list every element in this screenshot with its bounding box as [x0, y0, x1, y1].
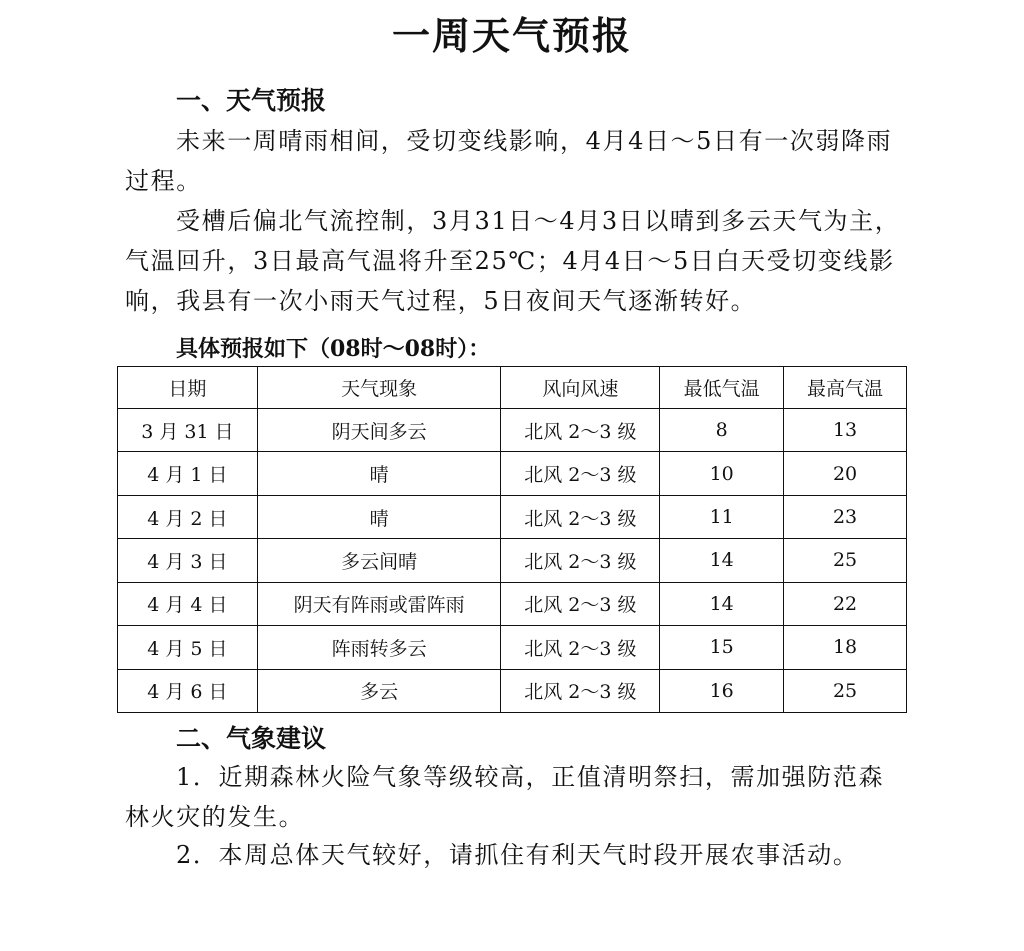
forecast-detail-paragraph: 受槽后偏北气流控制，3月31日～4月3日以晴到多云天气为主，气温回升，3日最高气温将升至25℃；4月4日～5日白天受切变线影响，我县有一次小雨天气过程，5日夜间天气逐渐转好。	[125, 207, 901, 315]
cell-date: 4 月 6 日	[118, 669, 258, 712]
cell-date: 3 月 31 日	[118, 409, 258, 452]
cell-wind: 北风 2～3 级	[501, 539, 660, 582]
cell-max-temp: 20	[784, 452, 907, 495]
table-row	[118, 452, 907, 495]
cell-max-temp: 18	[784, 626, 907, 669]
cell-weather: 晴	[257, 452, 501, 495]
cell-weather: 多云间晴	[257, 539, 501, 582]
cell-wind: 北风 2～3 级	[501, 495, 660, 538]
cell-date: 4 月 1 日	[118, 452, 258, 495]
table-row	[118, 495, 907, 538]
cell-wind: 北风 2～3 级	[501, 409, 660, 452]
cell-min-temp: 14	[660, 582, 784, 625]
cell-min-temp: 11	[660, 495, 784, 538]
forecast-summary-paragraph: 未来一周晴雨相间，受切变线影响，4月4日～5日有一次弱降雨过程。	[125, 127, 893, 195]
cell-max-temp: 25	[784, 669, 907, 712]
cell-weather: 晴	[257, 495, 501, 538]
table-row	[118, 669, 907, 712]
cell-wind: 北风 2～3 级	[501, 582, 660, 625]
cell-wind: 北风 2～3 级	[501, 452, 660, 495]
table-row	[118, 409, 907, 452]
cell-wind: 北风 2～3 级	[501, 626, 660, 669]
forecast-table	[117, 366, 907, 713]
table-row	[118, 539, 907, 582]
cell-min-temp: 10	[660, 452, 784, 495]
cell-min-temp: 14	[660, 539, 784, 582]
cell-wind: 北风 2～3 级	[501, 669, 660, 712]
cell-weather: 阴天有阵雨或雷阵雨	[257, 582, 501, 625]
cell-weather: 阵雨转多云	[257, 626, 501, 669]
header-max-temp: 最高气温	[784, 367, 907, 409]
document-title: 一周天气预报	[391, 13, 632, 58]
header-weather: 天气现象	[257, 367, 501, 409]
cell-date: 4 月 2 日	[118, 495, 258, 538]
section2-heading: 二、气象建议	[176, 724, 327, 753]
table-header-row	[118, 367, 907, 409]
cell-weather: 阴天间多云	[257, 409, 501, 452]
cell-weather: 多云	[257, 669, 501, 712]
header-date: 日期	[118, 367, 258, 409]
table-row	[118, 582, 907, 625]
section1-heading: 一、天气预报	[176, 86, 327, 115]
cell-min-temp: 15	[660, 626, 784, 669]
cell-date: 4 月 3 日	[118, 539, 258, 582]
cell-max-temp: 25	[784, 539, 907, 582]
cell-min-temp: 8	[660, 409, 784, 452]
table-row	[118, 626, 907, 669]
cell-max-temp: 22	[784, 582, 907, 625]
cell-date: 4 月 5 日	[118, 626, 258, 669]
header-wind: 风向风速	[501, 367, 660, 409]
cell-max-temp: 13	[784, 409, 907, 452]
cell-max-temp: 23	[784, 495, 907, 538]
cell-date: 4 月 4 日	[118, 582, 258, 625]
header-min-temp: 最低气温	[660, 367, 784, 409]
table-intro: 具体预报如下（08时～08时）：	[176, 336, 491, 362]
advice-item-1: 1．近期森林火险气象等级较高，正值清明祭扫，需加强防范森林火灾的发生。	[125, 763, 885, 831]
advice-item-2: 2．本周总体天气较好，请抓住有利天气时段开展农事活动。	[176, 841, 859, 869]
cell-min-temp: 16	[660, 669, 784, 712]
